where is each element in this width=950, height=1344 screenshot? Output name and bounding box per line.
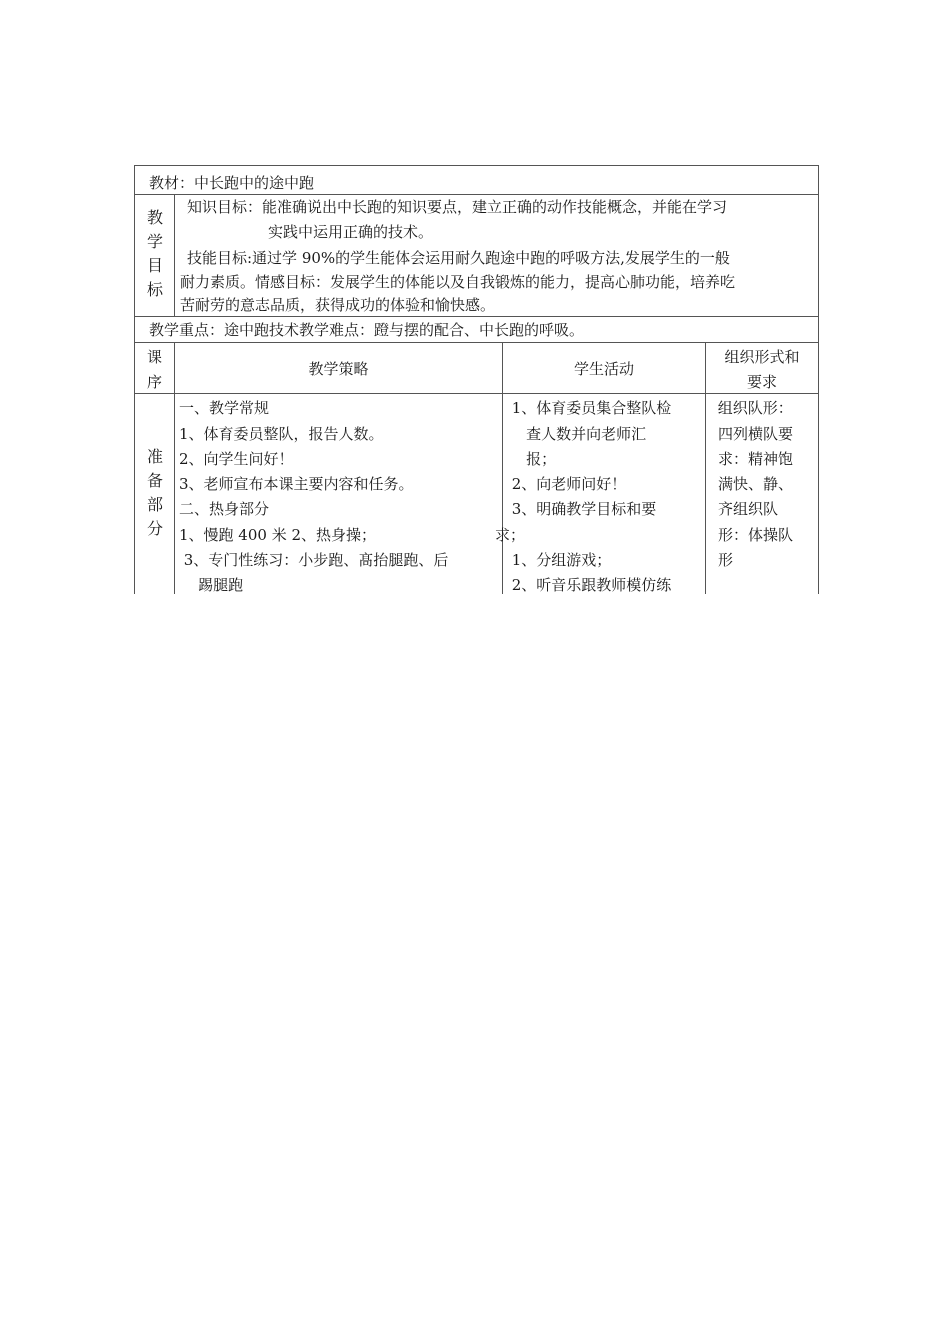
org-line: 求：精神饱: [718, 450, 794, 468]
org-line: 齐组织队: [718, 500, 779, 518]
strategy-line: 3、专门性练习：小步跑、髙抬腿跑、后: [179, 551, 449, 569]
skill-objective-line3: 苦耐劳的意志品质，获得成功的体验和愉快感。: [180, 296, 496, 314]
strategy-line: 2、向学生问好！: [179, 450, 294, 468]
student-line: 3、明确教学目标和要: [507, 500, 657, 518]
header-teaching-strategy: 教学策略: [308, 360, 369, 378]
knowledge-objective-line1: 知识目标：能准确说出中长跑的知识要点，建立正确的动作技能概念，并能在学习: [187, 198, 728, 216]
student-line: 2、向老师问好！: [507, 475, 627, 493]
header-sequence-line1: 课: [147, 348, 163, 366]
student-line: 求；: [495, 526, 526, 544]
header-sequence-line2: 序: [147, 373, 163, 391]
strategy-line: 1、慢跑 400 米 2、热身操；: [179, 526, 377, 544]
divider: [135, 342, 818, 343]
lesson-plan-table: [134, 165, 819, 594]
org-line: 组织队形：: [713, 399, 793, 417]
student-line: 2、听音乐跟教师模仿练: [507, 576, 672, 594]
org-line: 四列横队要: [718, 425, 794, 443]
strategy-line: 一、教学常规: [179, 399, 270, 417]
header-organization-line2: 要求: [746, 373, 777, 391]
strategy-line: 二、热身部分: [179, 500, 270, 518]
student-line: 查人数并向老师汇: [507, 425, 647, 443]
material-title: 教材：中长跑中的途中跑: [149, 174, 315, 192]
knowledge-objective-line2: 实践中运用正确的技术。: [268, 223, 434, 241]
strategy-line: 3、老师宣布本课主要内容和任务。: [179, 475, 414, 493]
org-line: 形：体操队: [718, 526, 794, 544]
org-line: 满快、静、: [718, 475, 794, 493]
strategy-line: 踢腿跑: [179, 576, 244, 594]
header-organization-line1: 组织形式和: [724, 348, 800, 366]
student-line: 报；: [507, 450, 557, 468]
key-points: 教学重点：途中跑技术教学难点：蹬与摆的配合、中长跑的呼吸。: [149, 321, 585, 339]
skill-objective-line2: 耐力素质。情感目标：发展学生的体能以及自我锻炼的能力，提高心肺功能，培养吃: [180, 273, 736, 291]
divider: [135, 393, 818, 394]
student-line: 1、分组游戏；: [507, 551, 612, 569]
student-line: 1、体育委员集合整队检: [507, 399, 672, 417]
divider: [174, 194, 175, 316]
header-student-activity: 学生活动: [573, 360, 634, 378]
prep-side-label: 准备部分: [146, 447, 163, 538]
divider: [135, 316, 818, 317]
strategy-line: 1、体育委员整队，报告人数。: [179, 425, 384, 443]
objectives-side-label: 教学目标: [146, 208, 163, 299]
org-line: 形: [718, 551, 734, 569]
skill-objective-line1: 技能目标:通过学 90%的学生能体会运用耐久跑途中跑的呼吸方法,发展学生的一般: [187, 249, 730, 267]
